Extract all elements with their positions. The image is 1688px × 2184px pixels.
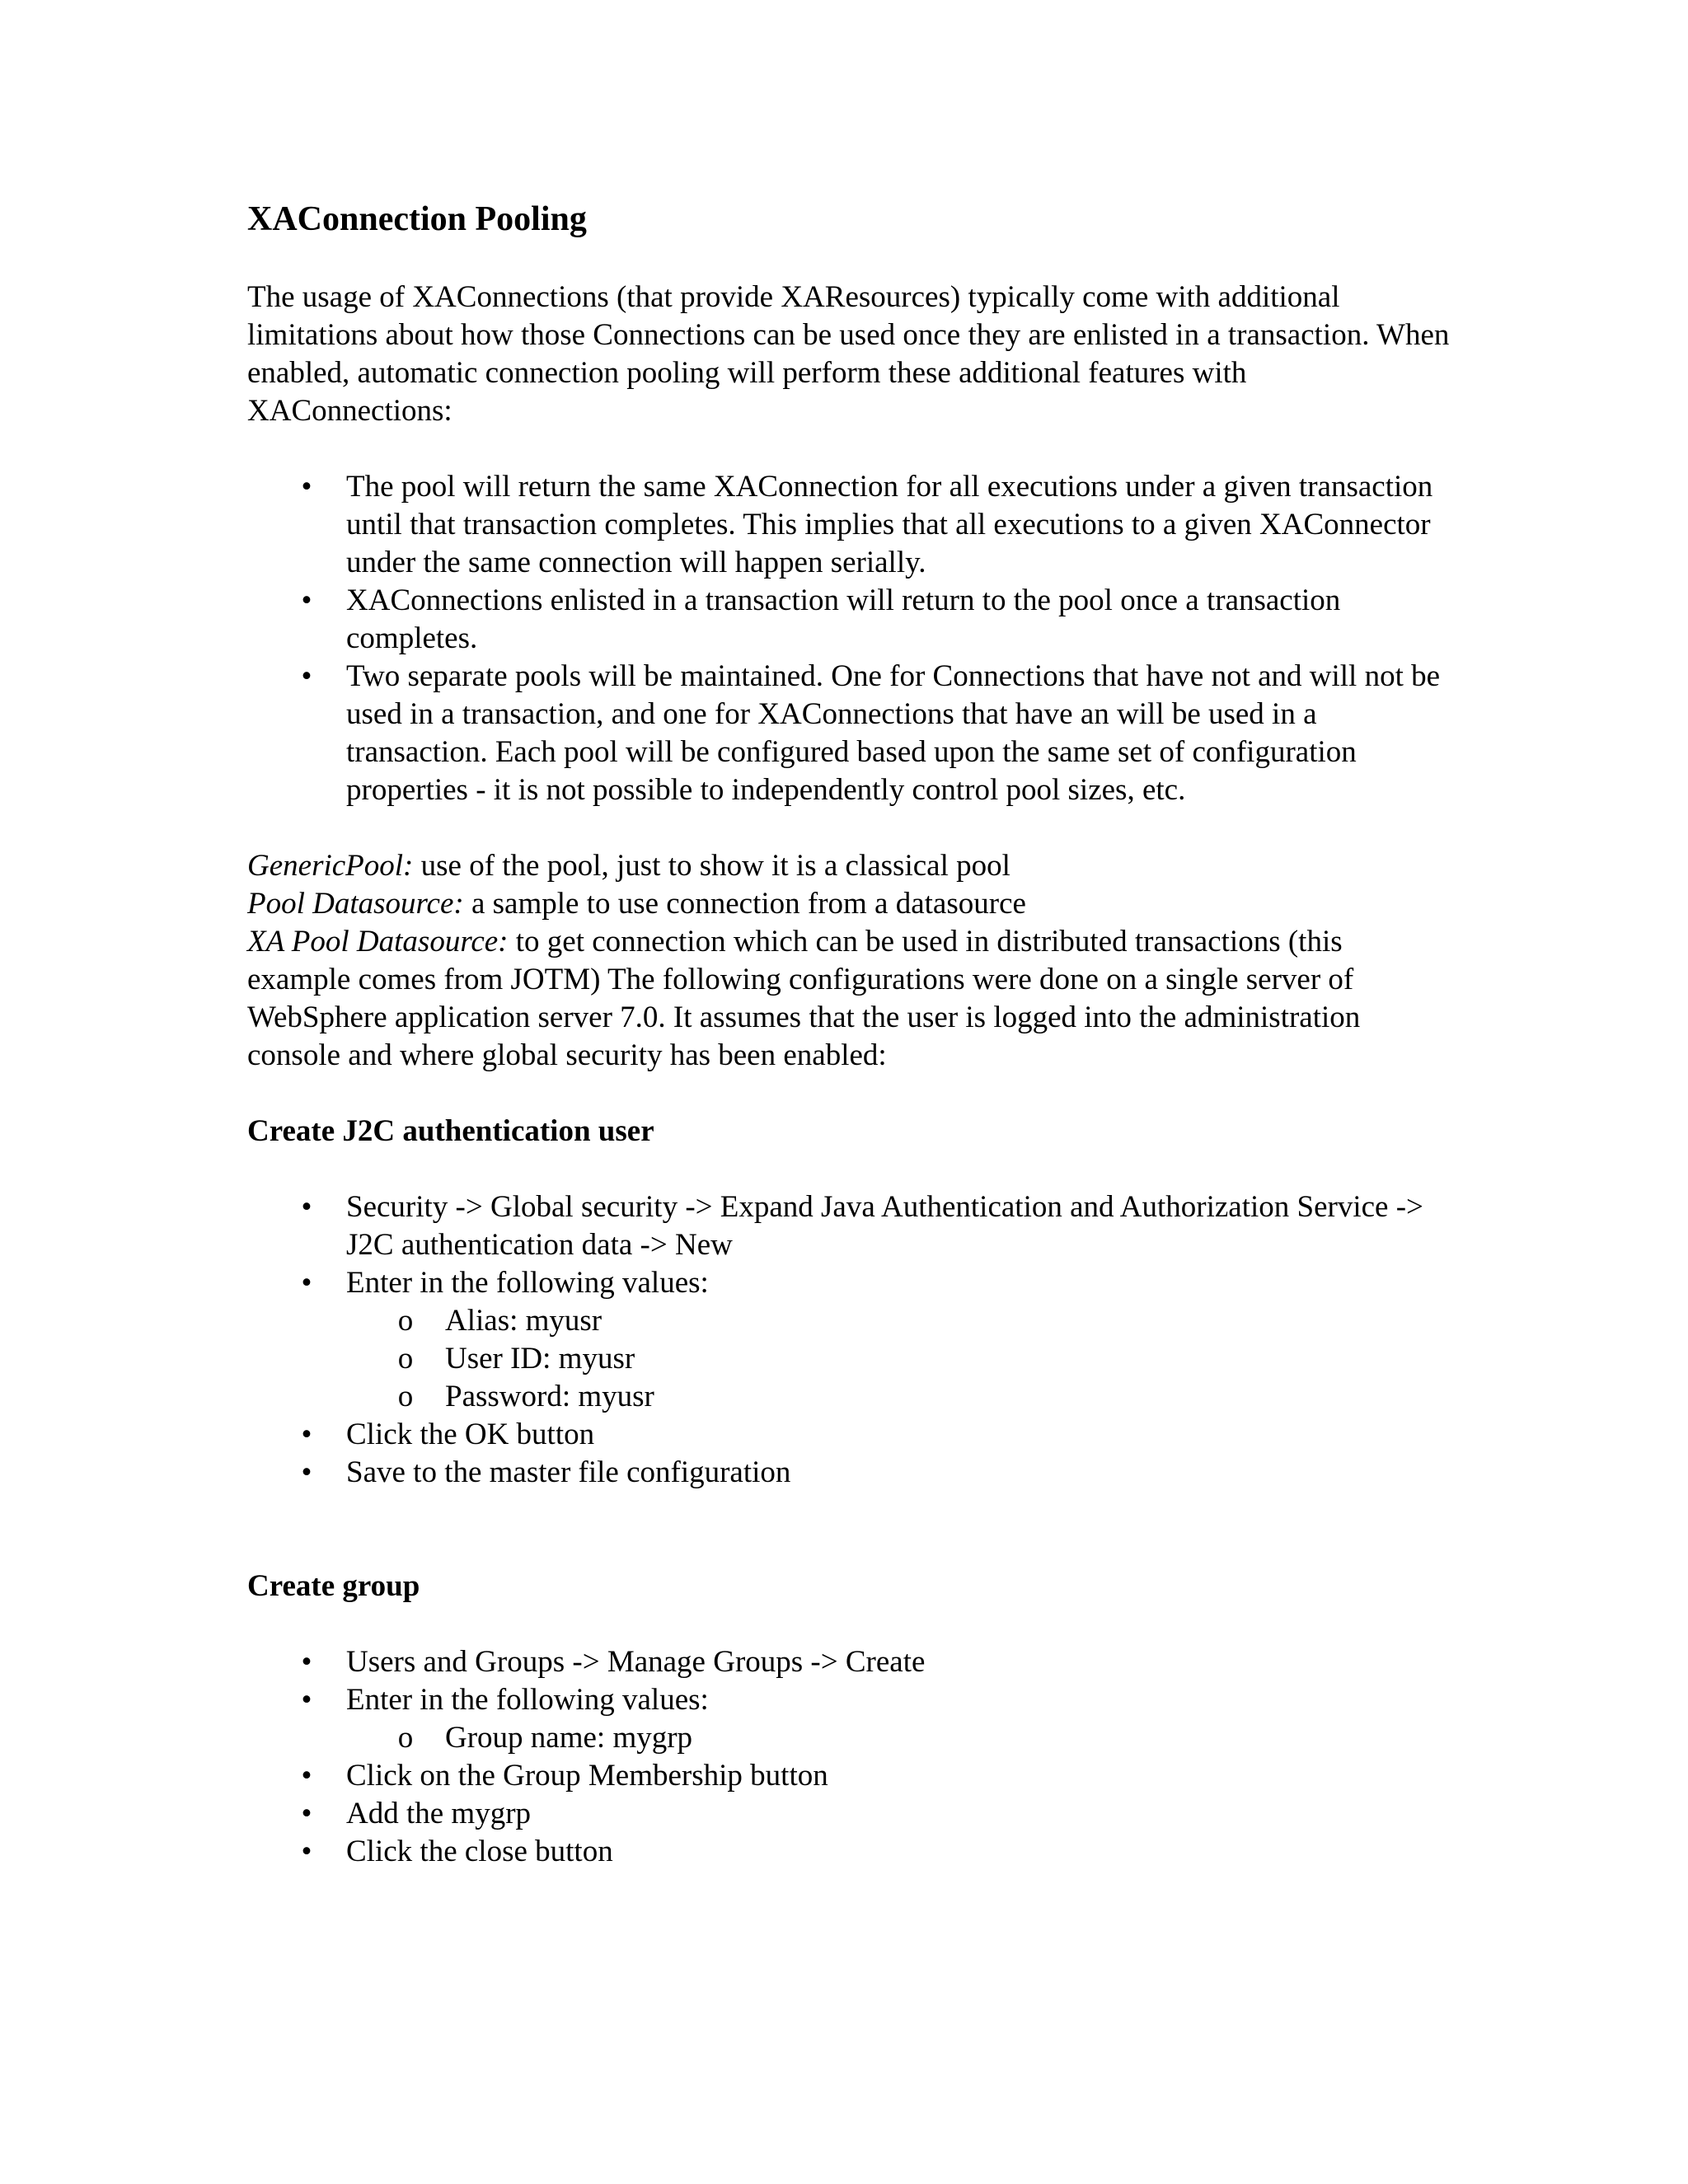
bullet-icon: •: [301, 1190, 312, 1224]
step-text: Click the OK button: [346, 1418, 595, 1451]
group-values-list: [346, 1719, 1451, 1757]
feature-text: XAConnections enlisted in a transaction will return to the pool once a transaction completes.: [346, 583, 1341, 655]
group-steps-list: [247, 1643, 1451, 1871]
bullet-icon: •: [301, 1683, 312, 1717]
list-item: [247, 658, 1451, 809]
sub-list-item: [346, 1378, 1451, 1416]
definition-generic-pool: [247, 847, 1451, 885]
definition-term: GenericPool:: [247, 849, 414, 883]
definition-term: XA Pool Datasource:: [247, 925, 509, 958]
list-item: [247, 1454, 1451, 1492]
bullet-icon: •: [301, 1645, 312, 1679]
definition-pool-datasource: [247, 885, 1451, 923]
circle-bullet-icon: o: [397, 1342, 414, 1376]
value-text: Alias: myusr: [445, 1304, 603, 1338]
bullet-icon: •: [301, 1759, 312, 1793]
definition-term: Pool Datasource:: [247, 887, 464, 921]
step-text: Save to the master file configuration: [346, 1455, 791, 1489]
list-item: [247, 1757, 1451, 1795]
value-text: User ID: myusr: [445, 1342, 635, 1376]
step-text: Enter in the following values:: [346, 1683, 709, 1717]
bullet-icon: •: [301, 1266, 312, 1300]
step-text: Enter in the following values:: [346, 1266, 709, 1300]
bullet-icon: •: [301, 1455, 312, 1489]
list-item: [247, 1416, 1451, 1454]
definition-text: use of the pool, just to show it is a classical pool: [413, 849, 1010, 883]
list-item: [247, 1264, 1451, 1416]
document-content: [247, 196, 1451, 1871]
intro-paragraph: The usage of XAConnections (that provide XAResources) typically come with additional limitations about how those Connections can be used once they are enlisted in a transaction. When enabled, automatic connection pooling will perform these additional features with XAConnections:: [247, 280, 1450, 428]
bullet-icon: •: [301, 659, 312, 693]
step-text: Click on the Group Membership button: [346, 1759, 828, 1793]
feature-list: [247, 468, 1451, 809]
section-heading-j2c: Create J2C authentication user: [247, 1114, 654, 1148]
definition-text: to get connection which can be used in distributed transactions (this example comes from JOTM) The following configurations were done on a single server of WebSphere application server 7.0. It assumes that the user is logged into the administration console and where global security has been enabled:: [247, 925, 1361, 1072]
step-text: Click the close button: [346, 1835, 613, 1868]
list-item: [247, 1795, 1451, 1833]
list-item: [247, 582, 1451, 658]
step-text: Add the mygrp: [346, 1797, 532, 1830]
bullet-icon: •: [301, 1835, 312, 1868]
feature-text: Two separate pools will be maintained. One for Connections that have not and will not be used in a transaction, and one for XAConnections that have an will be used in a transaction. Each pool will be configured based upon the same set of configuration properties - it is not possible to independently control pool sizes, etc.: [346, 659, 1441, 807]
circle-bullet-icon: o: [397, 1304, 414, 1338]
circle-bullet-icon: o: [397, 1380, 414, 1413]
circle-bullet-icon: o: [397, 1721, 414, 1755]
j2c-steps-list: [247, 1188, 1451, 1492]
step-text: Users and Groups -> Manage Groups -> Create: [346, 1645, 926, 1679]
list-item: [247, 1188, 1451, 1264]
list-item: [247, 1643, 1451, 1681]
bullet-icon: •: [301, 583, 312, 617]
page-title: XAConnection Pooling: [247, 200, 587, 238]
step-text: Security -> Global security -> Expand Java Authentication and Authorization Service -> J2C authentication data -> New: [346, 1190, 1423, 1262]
sub-list-item: [346, 1340, 1451, 1378]
j2c-values-list: [346, 1302, 1451, 1416]
value-text: Group name: mygrp: [445, 1721, 693, 1755]
sub-list-item: [346, 1719, 1451, 1757]
list-item: [247, 1681, 1451, 1757]
bullet-icon: •: [301, 1418, 312, 1451]
bullet-icon: •: [301, 1797, 312, 1830]
definition-text: a sample to use connection from a datasource: [463, 887, 1026, 921]
definition-xa-pool-datasource: [247, 923, 1451, 1075]
bullet-icon: •: [301, 470, 312, 504]
value-text: Password: myusr: [445, 1380, 654, 1413]
section-heading-group: Create group: [247, 1569, 420, 1603]
list-item: [247, 1833, 1451, 1871]
feature-text: The pool will return the same XAConnection for all executions under a given transaction until that transaction completes. This implies that all executions to a given XAConnector under the same connection will happen serially.: [346, 470, 1433, 579]
sub-list-item: [346, 1302, 1451, 1340]
list-item: [247, 468, 1451, 582]
